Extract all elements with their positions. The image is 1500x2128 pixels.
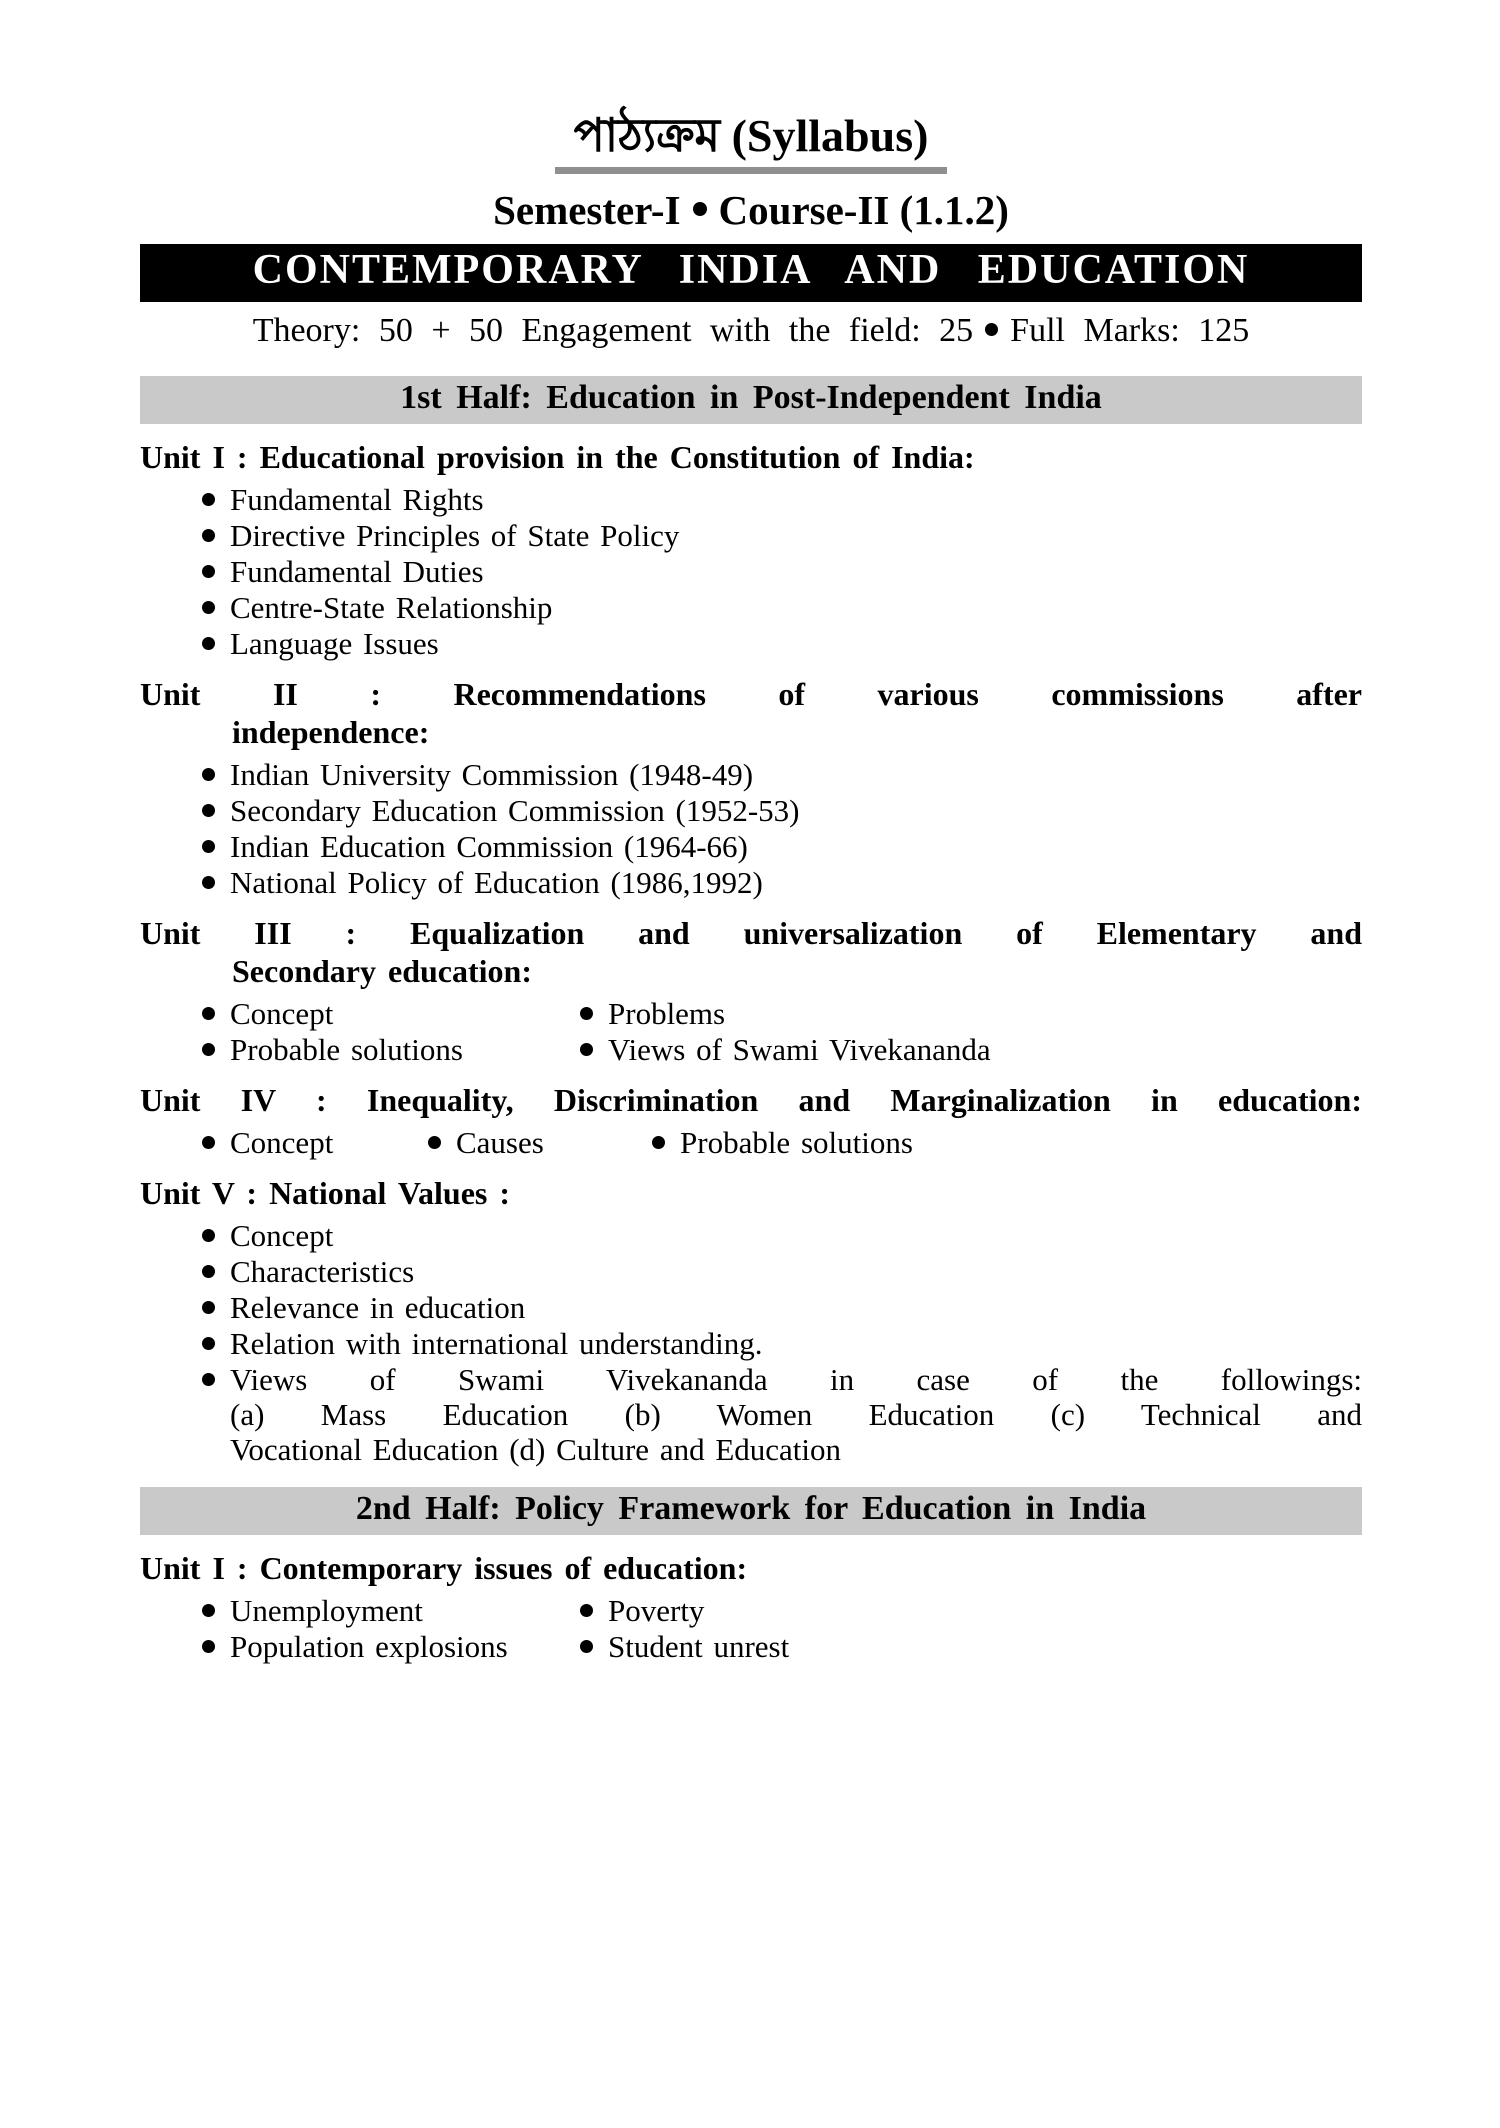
bullet-text	[230, 1326, 1362, 1361]
bullet-text	[608, 996, 1362, 1031]
bullet-text-line: Population explosions	[230, 1628, 508, 1664]
bullet-text-line: Poverty	[608, 1592, 705, 1628]
course-title-banner: CONTEMPORARY INDIA AND EDUCATION	[140, 244, 1362, 302]
bullet-text	[230, 1593, 580, 1628]
bullet-text-line: National Policy of Education (1986,1992)	[230, 864, 763, 900]
marks-total-label: Full Marks: 125	[1010, 311, 1250, 349]
bullet-text-line: Unemployment	[230, 1592, 423, 1628]
bullet-row	[140, 626, 1362, 661]
unit-block	[140, 1549, 1362, 1664]
bullet-text-line: Fundamental Rights	[230, 481, 484, 517]
bullet-icon	[202, 876, 215, 889]
bullet-icon	[202, 1265, 215, 1278]
bullet-text	[230, 1032, 580, 1067]
bullet-text-line: Centre-State Relationship	[230, 589, 553, 625]
bullet-text-line: Relevance in education	[230, 1289, 526, 1325]
bullet-item	[202, 1218, 1362, 1253]
bullet-text-line: Concept	[230, 995, 334, 1031]
page-title-text: পাঠ্যক্রম (Syllabus)	[573, 110, 929, 161]
unit-block	[140, 438, 1362, 661]
bullet-item	[202, 626, 1362, 661]
bullet-item	[202, 1629, 580, 1664]
bullet-icon	[580, 1007, 593, 1020]
bullet-text	[680, 1125, 1362, 1160]
marks-line	[140, 312, 1362, 350]
unit-block	[140, 914, 1362, 1067]
bullet-text-line: Indian Education Commission (1964-66)	[230, 828, 748, 864]
bullet-icon	[202, 804, 215, 817]
bullet-text	[230, 757, 1362, 792]
unit-heading	[140, 1081, 1362, 1119]
bullet-row	[140, 482, 1362, 517]
bullet-item	[202, 590, 1362, 625]
bullet-row	[140, 793, 1362, 828]
half-section-banner: 1st Half: Education in Post-Independent India	[140, 376, 1362, 424]
bullet-text	[230, 482, 1362, 517]
bullet-text-line: Secondary Education Commission (1952-53)	[230, 792, 800, 828]
unit-heading	[140, 914, 1362, 990]
bullet-separator-icon	[985, 323, 998, 336]
bullet-item	[202, 757, 1362, 792]
bullet-text	[608, 1032, 1362, 1067]
bullet-item	[202, 1362, 1362, 1467]
unit-block	[140, 1174, 1362, 1467]
bullet-icon	[580, 1604, 593, 1617]
bullet-item	[580, 1629, 1362, 1664]
bullet-text	[608, 1593, 1362, 1628]
bullet-icon	[202, 493, 215, 506]
bullet-row	[140, 1290, 1362, 1325]
course-subtitle	[140, 186, 1362, 234]
bullet-text-line: Views of Swami Vivekananda	[608, 1031, 991, 1067]
unit-heading	[140, 438, 1362, 476]
bullet-text-line: Directive Principles of State Policy	[230, 517, 680, 553]
bullet-item	[580, 1032, 1362, 1067]
bullet-icon	[202, 1229, 215, 1242]
bullet-text-line: Student unrest	[608, 1628, 790, 1664]
bullet-text-line: Indian University Commission (1948-49)	[230, 756, 754, 792]
bullet-item	[652, 1125, 1362, 1160]
unit-heading	[140, 1174, 1362, 1212]
bullet-text	[230, 1629, 580, 1664]
bullet-icon	[202, 840, 215, 853]
marks-theory-label: Theory: 50 + 50 Engagement with the field: 25	[252, 311, 974, 349]
bullet-row	[140, 996, 1362, 1031]
bullet-text-line: Causes	[456, 1124, 544, 1160]
bullet-text	[230, 1254, 1362, 1289]
bullet-row	[140, 1218, 1362, 1253]
bullet-row	[140, 865, 1362, 900]
half-section-banner: 2nd Half: Policy Framework for Education in India	[140, 1487, 1362, 1535]
bullet-row	[140, 1362, 1362, 1467]
bullet-item	[202, 865, 1362, 900]
bullet-icon	[580, 1640, 593, 1653]
bullet-text	[608, 1629, 1362, 1664]
bullet-icon	[202, 565, 215, 578]
unit-heading	[140, 675, 1362, 751]
unit-block	[140, 1081, 1362, 1160]
bullet-text	[230, 1218, 1362, 1253]
bullet-text-line: (a) Mass Education (b) Women Education (c) Technical and	[230, 1396, 1362, 1432]
unit-heading-line: Unit V : National Values :	[140, 1174, 510, 1211]
bullet-text-line: Relation with international understanding.	[230, 1325, 763, 1361]
bullet-text-line: Concept	[230, 1124, 334, 1160]
bullet-row	[140, 518, 1362, 553]
bullet-text-line: Characteristics	[230, 1253, 415, 1289]
unit-heading-line: Unit II : Recommendations of various commissions after	[140, 675, 1362, 712]
bullet-text	[230, 1362, 1362, 1467]
bullet-row	[140, 1032, 1362, 1067]
bullet-item	[580, 996, 1362, 1031]
unit-heading-line: Unit I : Contemporary issues of education:	[140, 1549, 748, 1586]
bullet-item	[202, 518, 1362, 553]
unit-heading-line: Unit I : Educational provision in the Constitution of India:	[140, 438, 975, 475]
bullet-icon	[428, 1136, 441, 1149]
bullet-icon	[202, 637, 215, 650]
bullet-row	[140, 1326, 1362, 1361]
course-label: Course-II (1.1.2)	[718, 186, 1009, 233]
bullet-item	[202, 793, 1362, 828]
bullet-row	[140, 1593, 1362, 1628]
bullet-icon	[202, 1136, 215, 1149]
bullet-icon	[202, 529, 215, 542]
unit-heading-line: independence:	[232, 713, 430, 750]
bullet-item	[202, 1593, 580, 1628]
unit-heading-line: Unit IV : Inequality, Discrimination and Marginalization in education:	[140, 1081, 1362, 1118]
semester-label: Semester-I	[493, 186, 681, 233]
bullet-icon	[202, 1604, 215, 1617]
bullet-text	[230, 996, 580, 1031]
bullet-text-line: Views of Swami Vivekananda in case of the followings:	[230, 1361, 1362, 1397]
bullet-row	[140, 554, 1362, 589]
bullet-item	[202, 554, 1362, 589]
bullet-icon	[202, 1043, 215, 1056]
bullet-row	[140, 1125, 1362, 1160]
bullet-icon	[202, 1007, 215, 1020]
bullet-item	[202, 829, 1362, 864]
bullet-icon	[202, 768, 215, 781]
bullet-item	[428, 1125, 652, 1160]
bullet-row	[140, 757, 1362, 792]
bullet-icon	[202, 1301, 215, 1314]
bullet-text-line: Language Issues	[230, 625, 439, 661]
bullet-text-line: Fundamental Duties	[230, 553, 484, 589]
bullet-text	[230, 590, 1362, 625]
bullet-row	[140, 1629, 1362, 1664]
bullet-item	[202, 996, 580, 1031]
syllabus-body	[140, 376, 1362, 1664]
bullet-item	[580, 1593, 1362, 1628]
bullet-icon	[652, 1136, 665, 1149]
bullet-text	[456, 1125, 652, 1160]
bullet-text	[230, 865, 1362, 900]
page-title	[140, 110, 1362, 163]
bullet-text	[230, 518, 1362, 553]
bullet-item	[202, 482, 1362, 517]
bullet-item	[202, 1254, 1362, 1289]
title-underline	[555, 167, 947, 174]
bullet-row	[140, 829, 1362, 864]
bullet-text	[230, 554, 1362, 589]
bullet-text	[230, 793, 1362, 828]
bullet-text-line: Probable solutions	[680, 1124, 913, 1160]
bullet-item	[202, 1032, 580, 1067]
bullet-text-line: Concept	[230, 1217, 334, 1253]
bullet-item	[202, 1125, 428, 1160]
bullet-item	[202, 1290, 1362, 1325]
unit-heading-line: Secondary education:	[232, 952, 532, 989]
bullet-item	[202, 1326, 1362, 1361]
bullet-icon	[202, 1640, 215, 1653]
bullet-icon	[202, 1373, 215, 1386]
bullet-text	[230, 626, 1362, 661]
unit-block	[140, 675, 1362, 900]
bullet-text	[230, 1290, 1362, 1325]
bullet-text-line: Probable solutions	[230, 1031, 463, 1067]
bullet-row	[140, 590, 1362, 625]
bullet-text	[230, 829, 1362, 864]
bullet-separator-icon	[693, 202, 707, 216]
bullet-text-line: Vocational Education (d) Culture and Education	[230, 1431, 842, 1467]
unit-heading-line: Unit III : Equalization and universalization of Elementary and	[140, 914, 1362, 951]
bullet-icon	[202, 1337, 215, 1350]
bullet-icon	[202, 601, 215, 614]
unit-heading	[140, 1549, 1362, 1587]
bullet-row	[140, 1254, 1362, 1289]
bullet-icon	[580, 1043, 593, 1056]
bullet-text-line: Problems	[608, 995, 726, 1031]
bullet-text	[230, 1125, 428, 1160]
